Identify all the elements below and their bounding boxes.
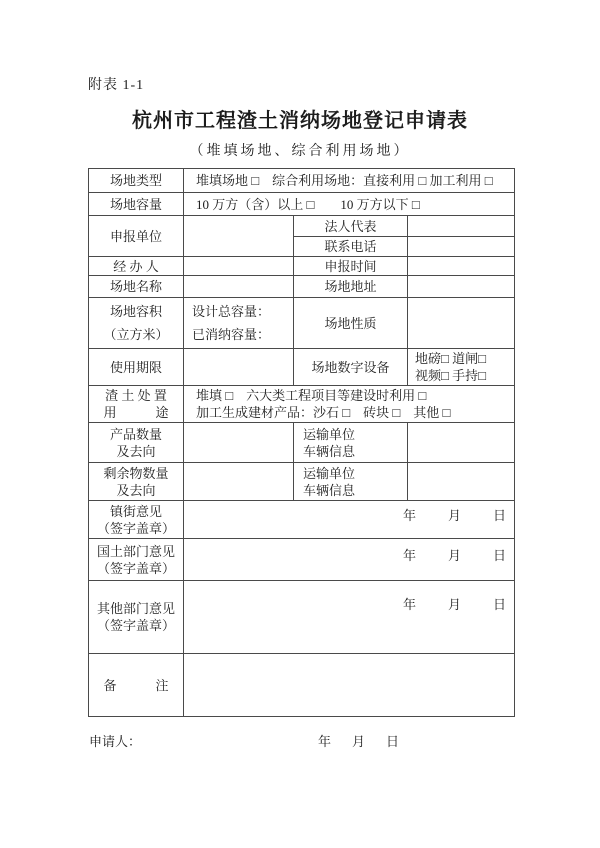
- site-type-options: 堆填场地 □ 综合利用场地：直接利用 □ 加工利用 □: [184, 169, 515, 193]
- row-site-capacity: [89, 193, 515, 216]
- legal-rep-value: [408, 216, 515, 237]
- site-address-value: [408, 276, 515, 298]
- use-period-label: 使用期限: [89, 349, 184, 386]
- volume-capacity-fields: [184, 298, 294, 349]
- applicant-dateline: 年 月 日: [318, 734, 400, 749]
- row-site-type: [89, 169, 515, 193]
- other-dept-opinion-area: [184, 581, 515, 654]
- site-capacity-label: 场地容量: [89, 193, 184, 216]
- row-use-period: [89, 349, 515, 386]
- site-type-label: 场地类型: [89, 169, 184, 193]
- contact-phone-value: [408, 237, 515, 257]
- residual-qty-value: [184, 463, 294, 501]
- page-subtitle: （堆填场地、综合利用场地）: [189, 144, 411, 159]
- row-residual-qty: [89, 463, 515, 501]
- residual-transport-label: 运输单位 车辆信息: [294, 463, 408, 501]
- site-capacity-options: 10 万方（含）以上 □ 10 万方以下 □: [184, 193, 515, 216]
- application-form-table: [88, 168, 515, 717]
- town-opinion-area: [184, 501, 515, 539]
- site-name-label: 场地名称: [89, 276, 184, 298]
- town-opinion-dateline: 年 月 日: [402, 508, 506, 523]
- row-remarks: [89, 654, 515, 717]
- town-opinion-label: 镇街意见 （签字盖章）: [89, 501, 184, 539]
- digital-device-options: 地磅□ 道闸□ 视频□ 手持□: [408, 349, 515, 386]
- appendix-label: 附表 1-1: [88, 78, 145, 93]
- use-period-value: [184, 349, 294, 386]
- row-disposal-use: [89, 386, 515, 423]
- other-dept-opinion-label: 其他部门意见 （签字盖章）: [89, 581, 184, 654]
- land-dept-opinion-dateline: 年 月 日: [402, 548, 506, 563]
- remarks-value: [184, 654, 515, 717]
- row-land-dept-opinion: [89, 539, 515, 581]
- site-nature-value: [408, 298, 515, 349]
- row-site-name: [89, 276, 515, 298]
- row-handler: [89, 257, 515, 276]
- row-town-opinion: [89, 501, 515, 539]
- row-other-dept-opinion: [89, 581, 515, 654]
- row-declaring-unit-top: [89, 216, 515, 237]
- disposal-use-options: 堆填 □ 六大类工程项目等建设时利用 □ 加工生成建材产品：沙石 □ 砖块 □ 其他 □: [184, 386, 515, 423]
- declare-time-label: 申报时间: [294, 257, 408, 276]
- page-title: 杭州市工程渣土消纳场地登记申请表: [132, 110, 468, 132]
- digital-device-label: 场地数字设备: [294, 349, 408, 386]
- residual-transport-value: [408, 463, 515, 501]
- declaring-unit-value: [184, 216, 294, 257]
- handler-label: 经 办 人: [89, 257, 184, 276]
- residual-qty-label: 剩余物数量 及去向: [89, 463, 184, 501]
- site-name-value: [184, 276, 294, 298]
- design-capacity-label: 设计总容量：: [192, 304, 271, 319]
- land-dept-opinion-area: [184, 539, 515, 581]
- site-address-label: 场地地址: [294, 276, 408, 298]
- applicant-label: 申请人：: [89, 734, 142, 749]
- product-qty-value: [184, 423, 294, 463]
- row-product-qty: [89, 423, 515, 463]
- contact-phone-label: 联系电话: [294, 237, 408, 257]
- other-dept-opinion-dateline: 年 月 日: [402, 596, 506, 612]
- row-site-volume: [89, 298, 515, 349]
- product-qty-label: 产品数量 及去向: [89, 423, 184, 463]
- remarks-label: 备 注: [89, 654, 184, 717]
- site-nature-label: 场地性质: [294, 298, 408, 349]
- legal-rep-label: 法人代表: [294, 216, 408, 237]
- declare-time-value: [408, 257, 515, 276]
- handler-value: [184, 257, 294, 276]
- disposal-use-label: 渣 土 处 置 用 途: [89, 386, 184, 423]
- product-transport-label: 运输单位 车辆信息: [294, 423, 408, 463]
- consumed-capacity-label: 已消纳容量：: [192, 327, 271, 342]
- land-dept-opinion-label: 国土部门意见 （签字盖章）: [89, 539, 184, 581]
- site-volume-label: 场地容积 （立方米）: [89, 298, 184, 349]
- declaring-unit-label: 申报单位: [89, 216, 184, 257]
- product-transport-value: [408, 423, 515, 463]
